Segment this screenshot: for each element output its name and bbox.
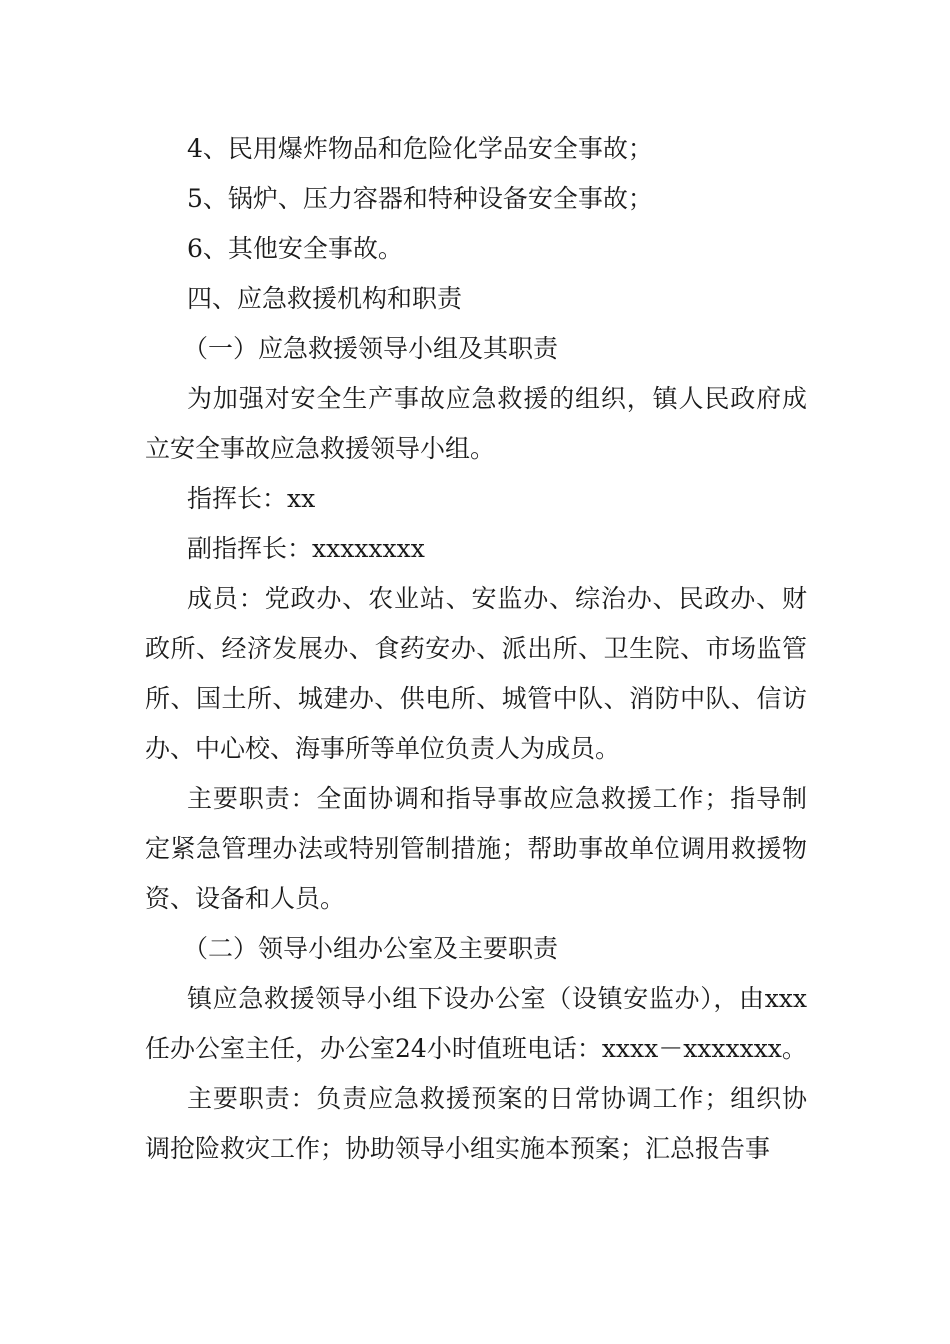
paragraph-deputy-commander: 副指挥长：xxxxxxxx: [187, 534, 425, 563]
paragraph-members: 成员：党政办、农业站、安监办、综治办、民政办、财政所、经济发展办、食药安办、派出所、卫生院、市场监管所、国土所、城建办、供电所、城管中队、消防中队、信访办、中心校、海事所等单位负责人为成员。: [145, 584, 807, 763]
paragraph-leadership-group: 为加强对安全生产事故应急救援的组织，镇人民政府成立安全事故应急救援领导小组。: [145, 384, 807, 463]
list-item-6: 6、其他安全事故。: [187, 234, 403, 263]
document-body: [145, 124, 807, 1174]
paragraph-office-duties: 主要职责：负责应急救援预案的日常协调工作；组织协调抢险救灾工作；协助领导小组实施本预案；汇总报告事: [145, 1084, 807, 1163]
paragraph-office: 镇应急救援领导小组下设办公室（设镇安监办），由xxx任办公室主任，办公室24小时值班电话：xxxx－xxxxxxx。: [145, 984, 807, 1063]
subsection-heading-1: （一）应急救援领导小组及其职责: [183, 334, 559, 363]
paragraph-main-duties: 主要职责：全面协调和指导事故应急救援工作；指导制定紧急管理办法或特别管制措施；帮助事故单位调用救援物资、设备和人员。: [145, 784, 807, 913]
section-heading-4: 四、应急救援机构和职责: [187, 284, 463, 313]
paragraph-commander: 指挥长：xx: [187, 484, 316, 513]
subsection-heading-2: （二）领导小组办公室及主要职责: [183, 934, 559, 963]
list-item-4: 4、民用爆炸物品和危险化学品安全事故；: [187, 134, 653, 163]
list-item-5: 5、锅炉、压力容器和特种设备安全事故；: [187, 184, 653, 213]
